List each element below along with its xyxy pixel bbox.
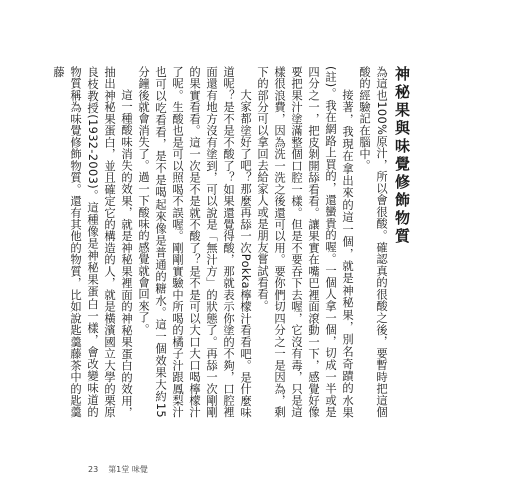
paragraph-4: 這一種酸味消失的效果，就是神秘果裡面的神秘果蛋白的效用，抽出神秘果蛋白，並且確定它的構造的人，就是橫濱國立大學的栗原良枝教授(1932-2003)。這種像是神秘果蛋白一樣，會改變味道的物質稱為味覺修飾物質。還有其他的物質，比如說匙羹藤茶中的匙羹藤: [52, 66, 133, 418]
paragraph-3: 大家都塗好了吧？那麼再舔一次Pokka檸檬汁看看吧。是什麼味道呢？是不是不酸了？如果還覺得酸，那就表示你塗的不夠，口腔裡面還有地方沒有塗到，可以說是「無汁方」的狀態了。再舔一次剛剛的果實看看。這一次是不是就不酸了？是不是可以大口大口喝檸檬汁了呢。生酸也是可以照喝不誤喔。剛剛實驗中所喝的橘子汁跟鳳梨汁也可以吃看看，是不是喝起來像是普通的糖水。這一個效果大約15分鐘後就會消失了。過一下酸味的感覺就會回來了。: [137, 66, 252, 418]
body-text: [52, 66, 390, 418]
page-footer: [88, 464, 148, 475]
section-title: 神秘果與味覺修飾物質: [393, 66, 411, 246]
paragraph-1: 為這也100%原汁，所以會很酸。確認真的很酸之後，要暫時把這個酸的經驗記在腦中。: [358, 66, 388, 418]
page-number: 23: [88, 465, 99, 474]
chapter-label: 第1堂 味覺: [108, 465, 148, 474]
paragraph-2: 接著，我現在拿出來的這一個，就是神秘果，別名奇蹟的水果(註)。我在網路上買的，還蠻貴的喔。一個人拿一個，切成一半或是四分之一，把皮剝開舔看看。讓果實在嘴巴裡面滾動一下，感覺好像要把果汁塗滿整個口腔一樣。但是不要吞下去喔，它沒有毒，只是這樣很浪費，因為洗一洗之後還可以用。要你們切四分之一是因為，剩下的部分可以拿回去給家人或是朋友嘗試看看。: [256, 66, 354, 418]
